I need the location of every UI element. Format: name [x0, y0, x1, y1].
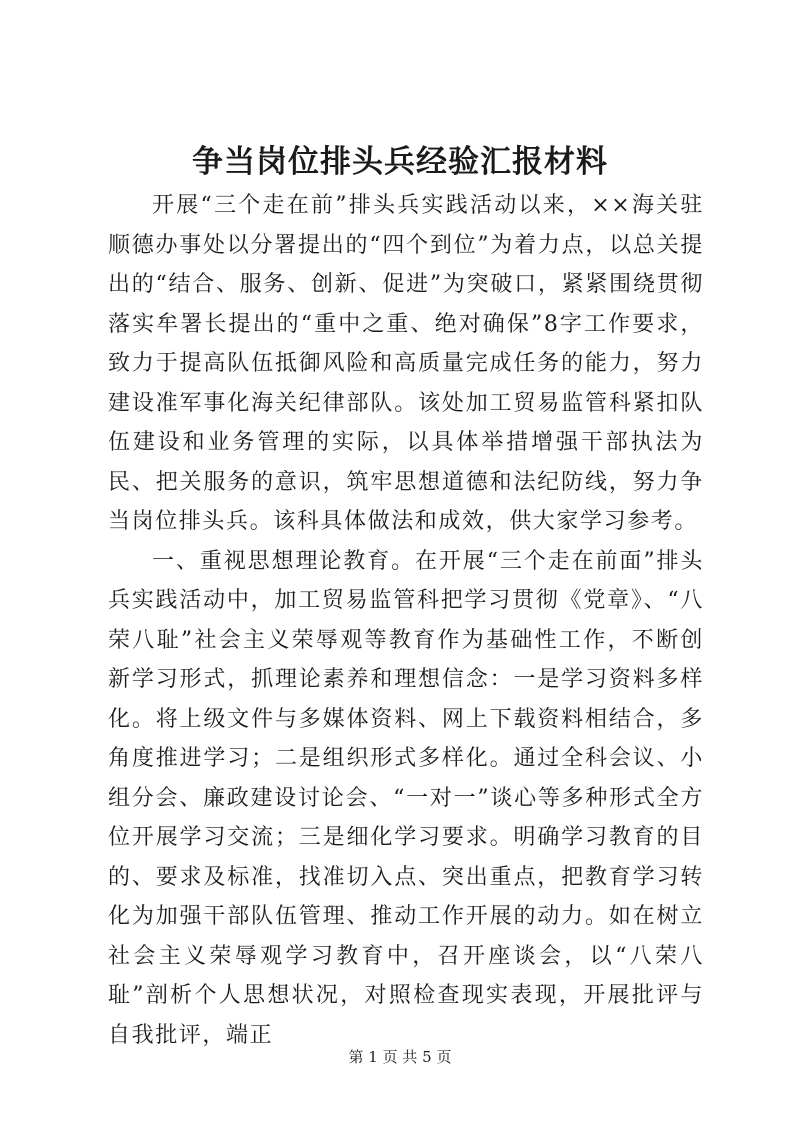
paragraph-section-1: 一、重视思想理论教育。在开展“三个走在前面”排头兵实践活动中，加工贸易监管科把学习贯彻《党章》、“八荣八耻”社会主义荣辱观等教育作为基础性工作，不断创新学习形式，抓理论素养和理想信念：一是学习资料多样化。将上级文件与多媒体资料、网上下载资料相结合，多角度推进学习；二是组织形式多样化。通过全科会议、小组分会、廉政建设讨论会、“一对一”谈心等多种形式全方位开展学习交流；三是细化学习要求。明确学习教育的目的、要求及标准，找准切入点、突出重点，把教育学习转化为加强干部队伍管理、推动工作开展的动力。如在树立社会主义荣辱观学习教育中，召开座谈会，以“八荣八耻”剖析个人思想状况，对照检查现实表现，开展批评与自我批评，端正: [108, 548, 704, 1048]
document-body: [108, 186, 704, 1055]
page-footer: 第 1 页 共 5 页: [348, 1048, 452, 1066]
document-title: 争当岗位排头兵经验汇报材料: [192, 144, 608, 180]
paragraph-intro: 开展“三个走在前”排头兵实践活动以来，××海关驻顺德办事处以分署提出的“四个到位”为着力点，以总关提出的“结合、服务、创新、促进”为突破口，紧紧围绕贯彻落实牟署长提出的“重中之重、绝对确保”8字工作要求，致力于提高队伍抵御风险和高质量完成任务的能力，努力建设准军事化海关纪律部队。该处加工贸易监管科紧扣队伍建设和业务管理的实际，以具体举措增强干部执法为民、把关服务的意识，筑牢思想道德和法纪防线，努力争当岗位排头兵。该科具体做法和成效，供大家学习参考。: [108, 193, 704, 534]
